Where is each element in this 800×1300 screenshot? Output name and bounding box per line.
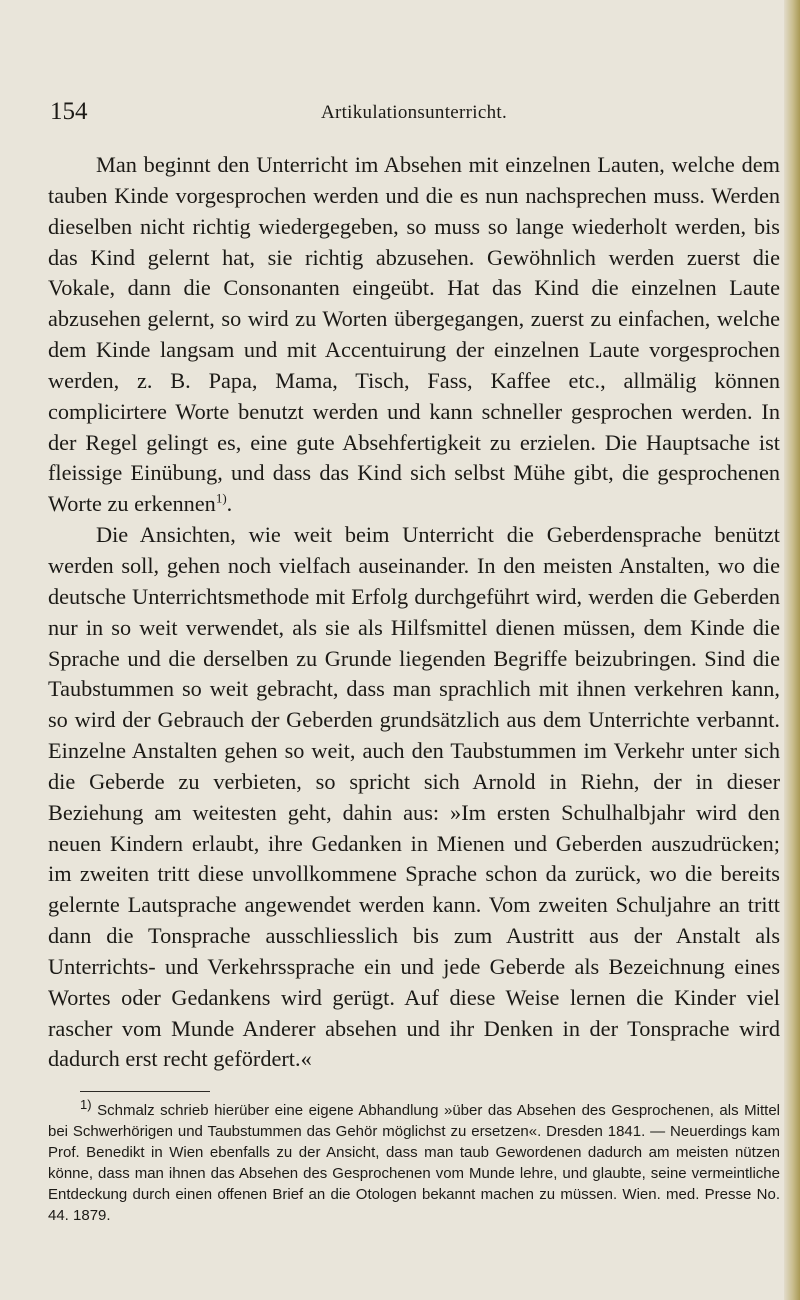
paragraph-text: Man beginnt den Unterricht im Absehen mit einzelnen Lauten, welche dem tauben Kinde vorgesprochen werden und die es nun nachsprechen muss. Werden dieselben nicht richtig wiedergegeben, so muss so lange wiederholt werden, bis das Kind gelernt hat, sie richtig abzusehen. Gewöhnlich werden zuerst die Vokale, dann die Consonanten eingeübt. Hat das Kind die einzelnen Laute abzusehen gelernt, so wird zu Worten übergegangen, zuerst zu einfachen, welche dem Kinde langsam und mit Accentuirung der einzelnen Laute vorgesprochen werden, z. B. Papa, Mama, Tisch, Fass, Kaffee etc., allmälig können complicirtere Worte benutzt werden und kann schneller gesprochen werden. In der Regel gelingt es, eine gute Absehfertigkeit zu erzielen. Die Hauptsache ist fleissige Einübung, und dass das Kind sich selbst Mühe gibt, die gesprochenen Worte zu erkennen [48,152,780,517]
running-head [48,98,780,138]
page-number: 154 [50,98,88,125]
footnote-text: Schmalz schrieb hierüber eine eigene Abhandlung »über das Absehen des Gesprochenen, als Mittel bei Schwerhörigen und Taubstummen das Gehör möglichst zu ersetzen«. Dresden 1841. — Neuerdings kam Prof. Benedikt in Wien ebenfalls zu der Ansicht, dass man taub Gewordenen dadurch am meisten nützen könne, dass man ihnen das Absehen des Gesprochenen vom Munde lehre, und glaubte, seine vermeintliche Entdeckung durch einen offenen Brief an die Otologen bekannt machen zu müssen. Wien. med. Presse No. 44. 1879. [48,1102,780,1225]
footnote-reference[interactable]: 1) [215,490,227,506]
paragraph-text: Die Ansichten, wie weit beim Unterricht die Geberdensprache benützt werden soll, gehen noch vielfach auseinander. In den meisten Anstalten, wo die deutsche Unterrichtsmethode mit Erfolg durchgeführt wird, werden die Geberden nur in so weit verwendet, als sie als Hilfsmittel dienen müssen, dem Kinde die Sprache und die derselben zu Grunde liegenden Begriffe beizubringen. Sind die Taubstummen so weit gebracht, dass man sprachlich mit ihnen verkehren kann, so wird der Gebrauch der Geberden grundsätzlich aus dem Unterrichte verbannt. Einzelne Anstalten gehen so weit, auch den Taubstummen im Verkehr unter sich die Geberde zu verbieten, so spricht sich Arnold in Riehn, der in dieser Beziehung am weitesten geht, dahin aus: »Im ersten Schulhalbjahr wird den neuen Kindern erlaubt, ihre Gedanken in Mienen und Geberden auszudrücken; im zweiten tritt diese unvollkommene Sprache schon da zurück, wo die bereits gelernte Lautsprache angewendet werden kann. Vom zweiten Schuljahre an tritt dann die Tonsprache ausschliesslich bis zum Austritt aus der Anstalt als Unterrichts- und Verkehrssprache ein und jede Geberde als Bezeichnung eines Wortes oder Gedankens wird gerügt. Auf diese Weise lernen die Kinder viel rascher vom Munde Anderer absehen und ihr Denken in der Tonsprache wird dadurch erst recht gefördert.« [48,522,780,1072]
footnote-marker: 1) [80,1097,92,1113]
book-page [48,98,780,1226]
paragraph [48,150,780,520]
footnote-separator [80,1091,210,1092]
page-edge-shadow [784,0,800,1300]
body-text [48,150,780,1075]
paragraph [48,520,780,1075]
footnote [48,1097,780,1226]
running-title: Artikulationsunterricht. [320,102,508,123]
paragraph-end: . [226,491,233,517]
